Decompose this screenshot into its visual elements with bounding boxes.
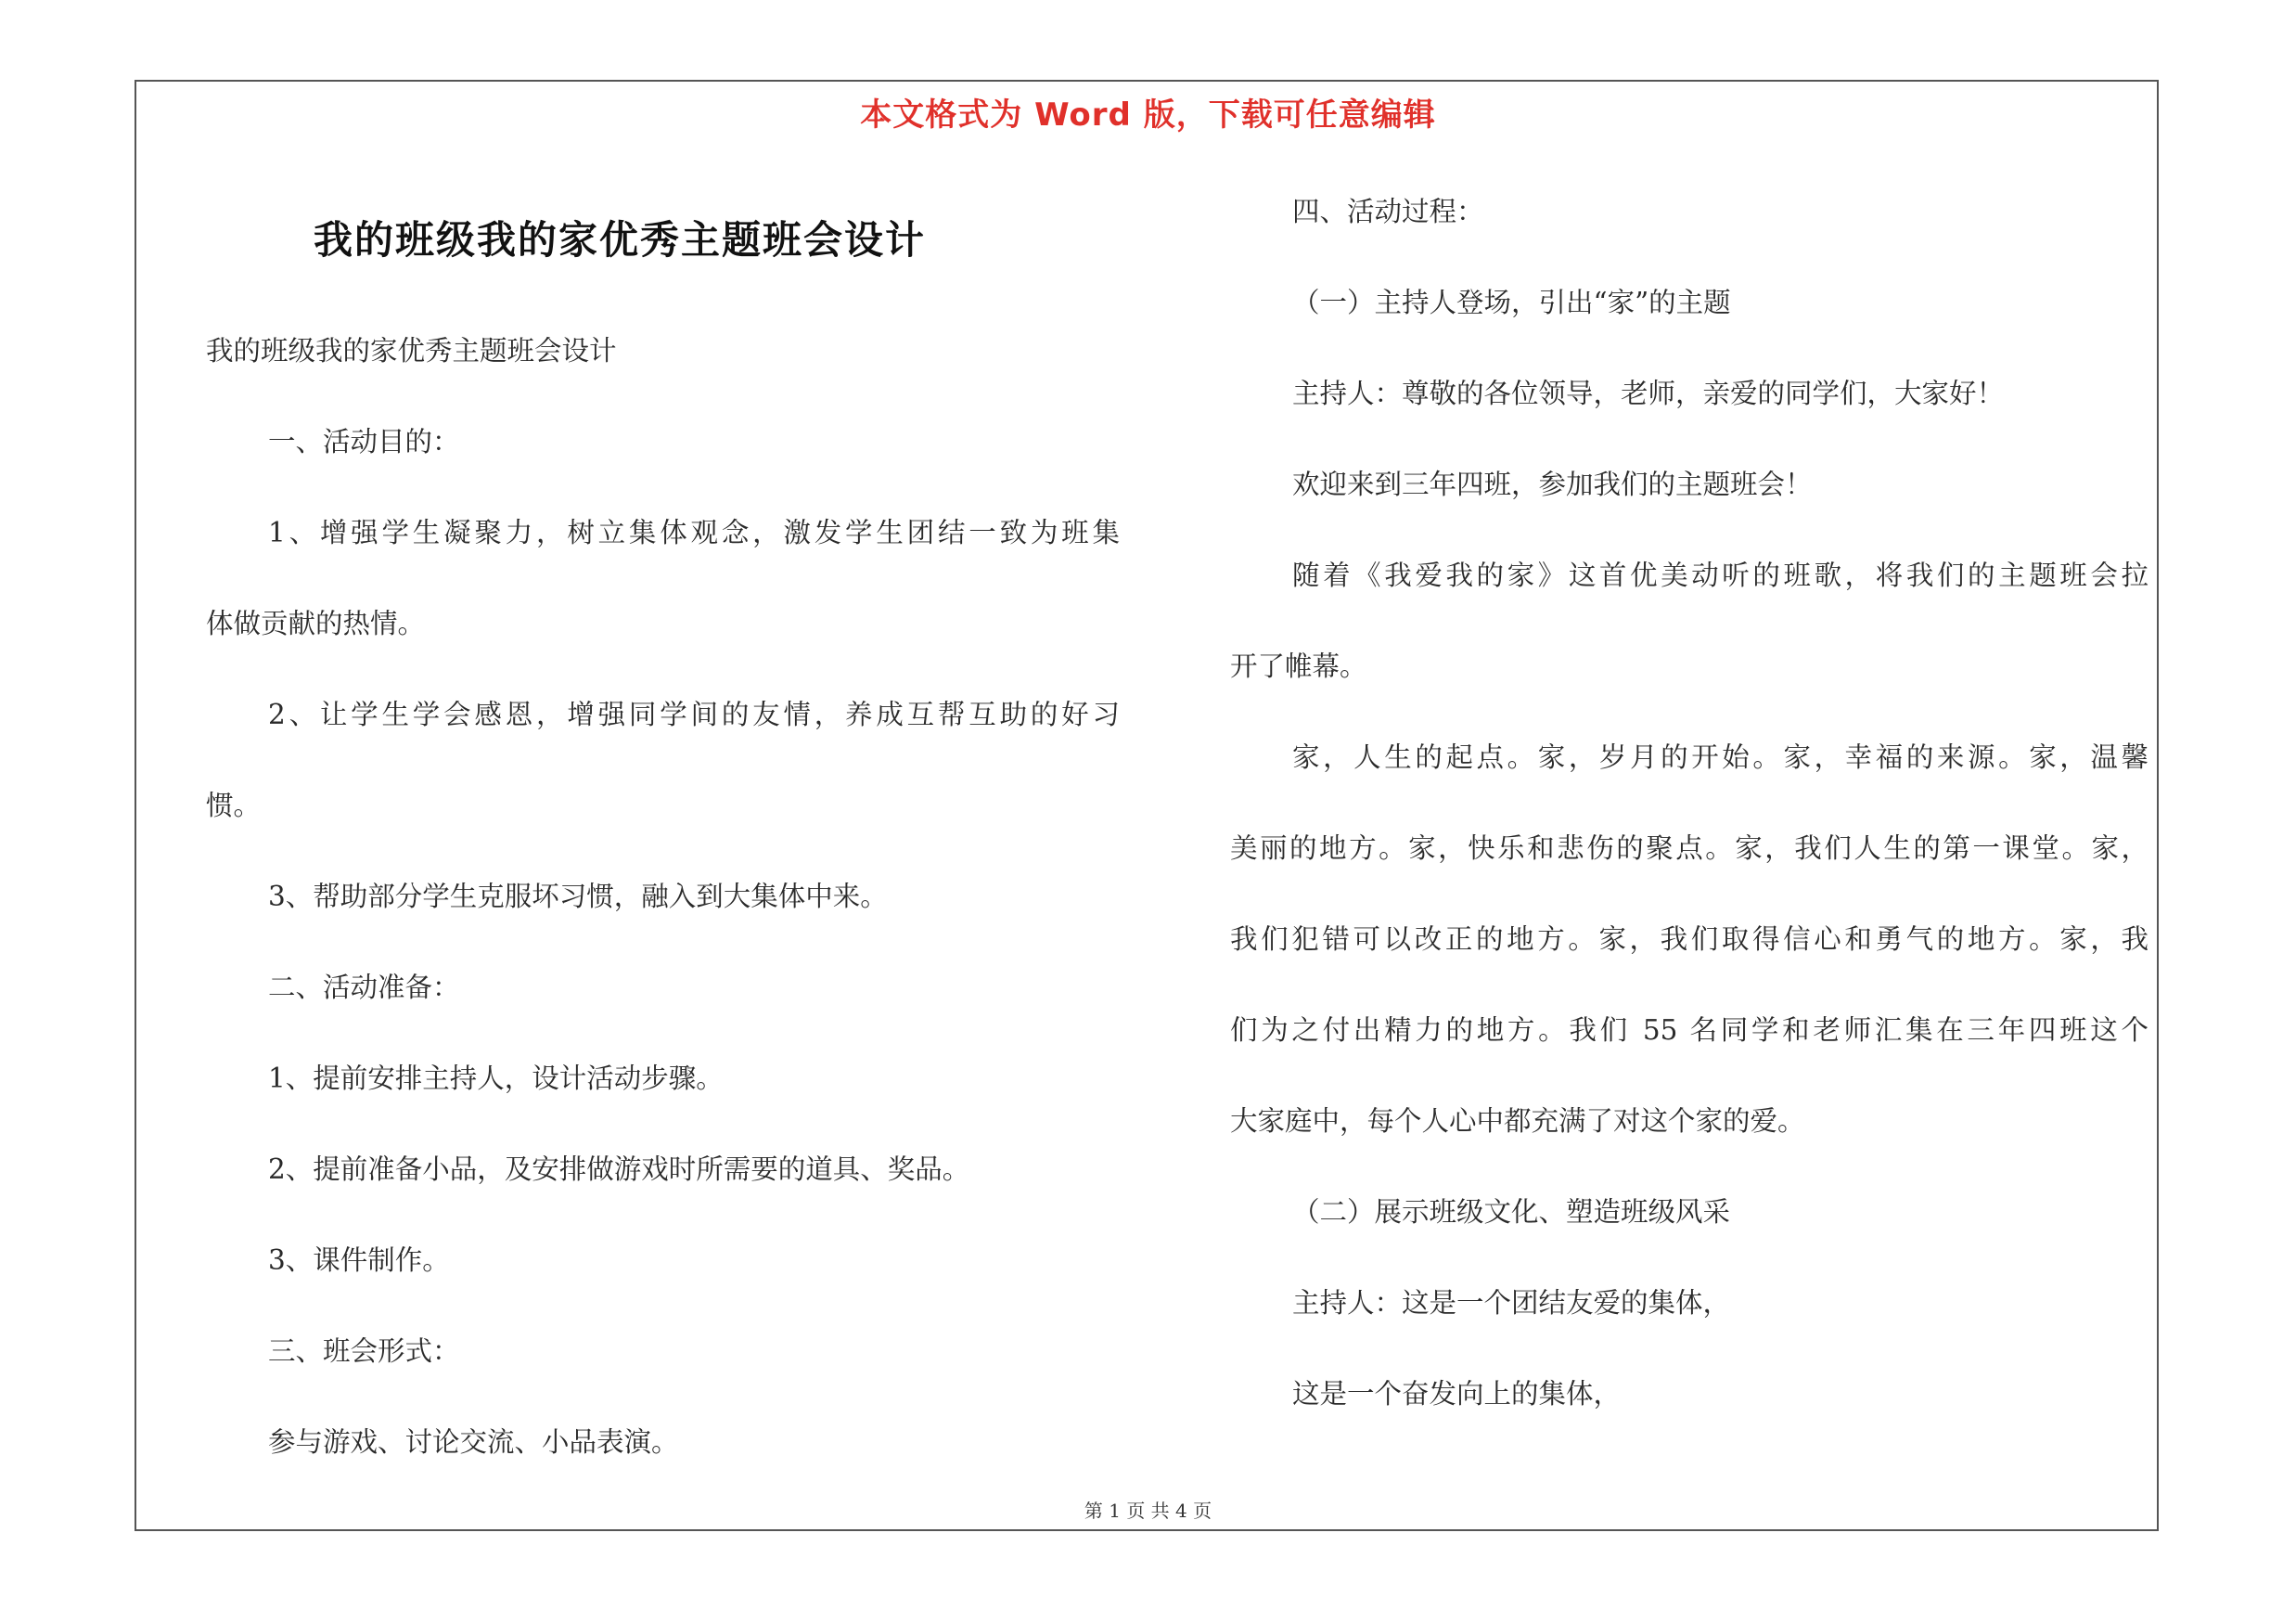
left-line-10: 2、提前准备小品，及安排做游戏时所需要的道具、奖品。	[268, 1153, 970, 1185]
right-line-9: 我们犯错可以改正的地方。家，我们取得信心和勇气的地方。家，我	[1230, 923, 2148, 955]
left-line-6: 惯。	[206, 790, 262, 821]
left-line-7: 3、帮助部分学生克服坏习惯，融入到大集体中来。	[268, 881, 888, 912]
right-line-7: 家，人生的起点。家，岁月的开始。家，幸福的来源。家，温馨	[1292, 741, 2148, 773]
document-title: 我的班级我的家优秀主题班会设计	[314, 217, 927, 263]
right-line-2: （一）主持人登场，引出“家”的主题	[1292, 287, 1731, 318]
left-line-11: 3、课件制作。	[268, 1244, 450, 1276]
left-line-5: 2、让学生学会感恩，增强同学间的友情，养成互帮互助的好习	[268, 699, 1120, 730]
right-line-8: 美丽的地方。家，快乐和悲伤的聚点。家，我们人生的第一课堂。家，	[1230, 832, 2148, 864]
word-format-banner: 本文格式为 Word 版，下载可任意编辑	[860, 97, 1436, 134]
right-line-3: 主持人：尊敬的各位领导，老师，亲爱的同学们，大家好！	[1292, 378, 2005, 409]
right-line-14: 这是一个奋发向上的集体，	[1292, 1378, 1622, 1410]
right-line-12: （二）展示班级文化、塑造班级风采	[1292, 1196, 1731, 1228]
page-number-footer: 第 1 页 共 4 页	[1084, 1500, 1212, 1522]
right-line-11: 大家庭中，每个人心中都充满了对这个家的爱。	[1230, 1105, 1805, 1137]
left-line-4: 体做贡献的热情。	[206, 608, 426, 639]
left-line-1: 我的班级我的家优秀主题班会设计	[206, 335, 617, 367]
right-line-6: 开了帷幕。	[1230, 650, 1367, 682]
right-line-10: 们为之付出精力的地方。我们 55 名同学和老师汇集在三年四班这个	[1230, 1014, 2148, 1046]
left-line-13: 参与游戏、讨论交流、小品表演。	[268, 1426, 679, 1458]
right-line-4: 欢迎来到三年四班，参加我们的主题班会！	[1292, 469, 1813, 500]
left-line-8: 二、活动准备：	[268, 972, 460, 1003]
left-line-9: 1、提前安排主持人，设计活动步骤。	[268, 1063, 724, 1094]
right-line-1: 四、活动过程：	[1292, 196, 1484, 227]
right-line-13: 主持人：这是一个团结友爱的集体，	[1292, 1287, 1731, 1319]
right-line-5: 随着《我爱我的家》这首优美动听的班歌，将我们的主题班会拉	[1292, 560, 2148, 591]
left-line-3: 1、增强学生凝聚力，树立集体观念，激发学生团结一致为班集	[268, 517, 1120, 548]
left-line-12: 三、班会形式：	[268, 1335, 460, 1367]
page-frame	[135, 80, 2159, 1531]
left-line-2: 一、活动目的：	[268, 426, 460, 457]
